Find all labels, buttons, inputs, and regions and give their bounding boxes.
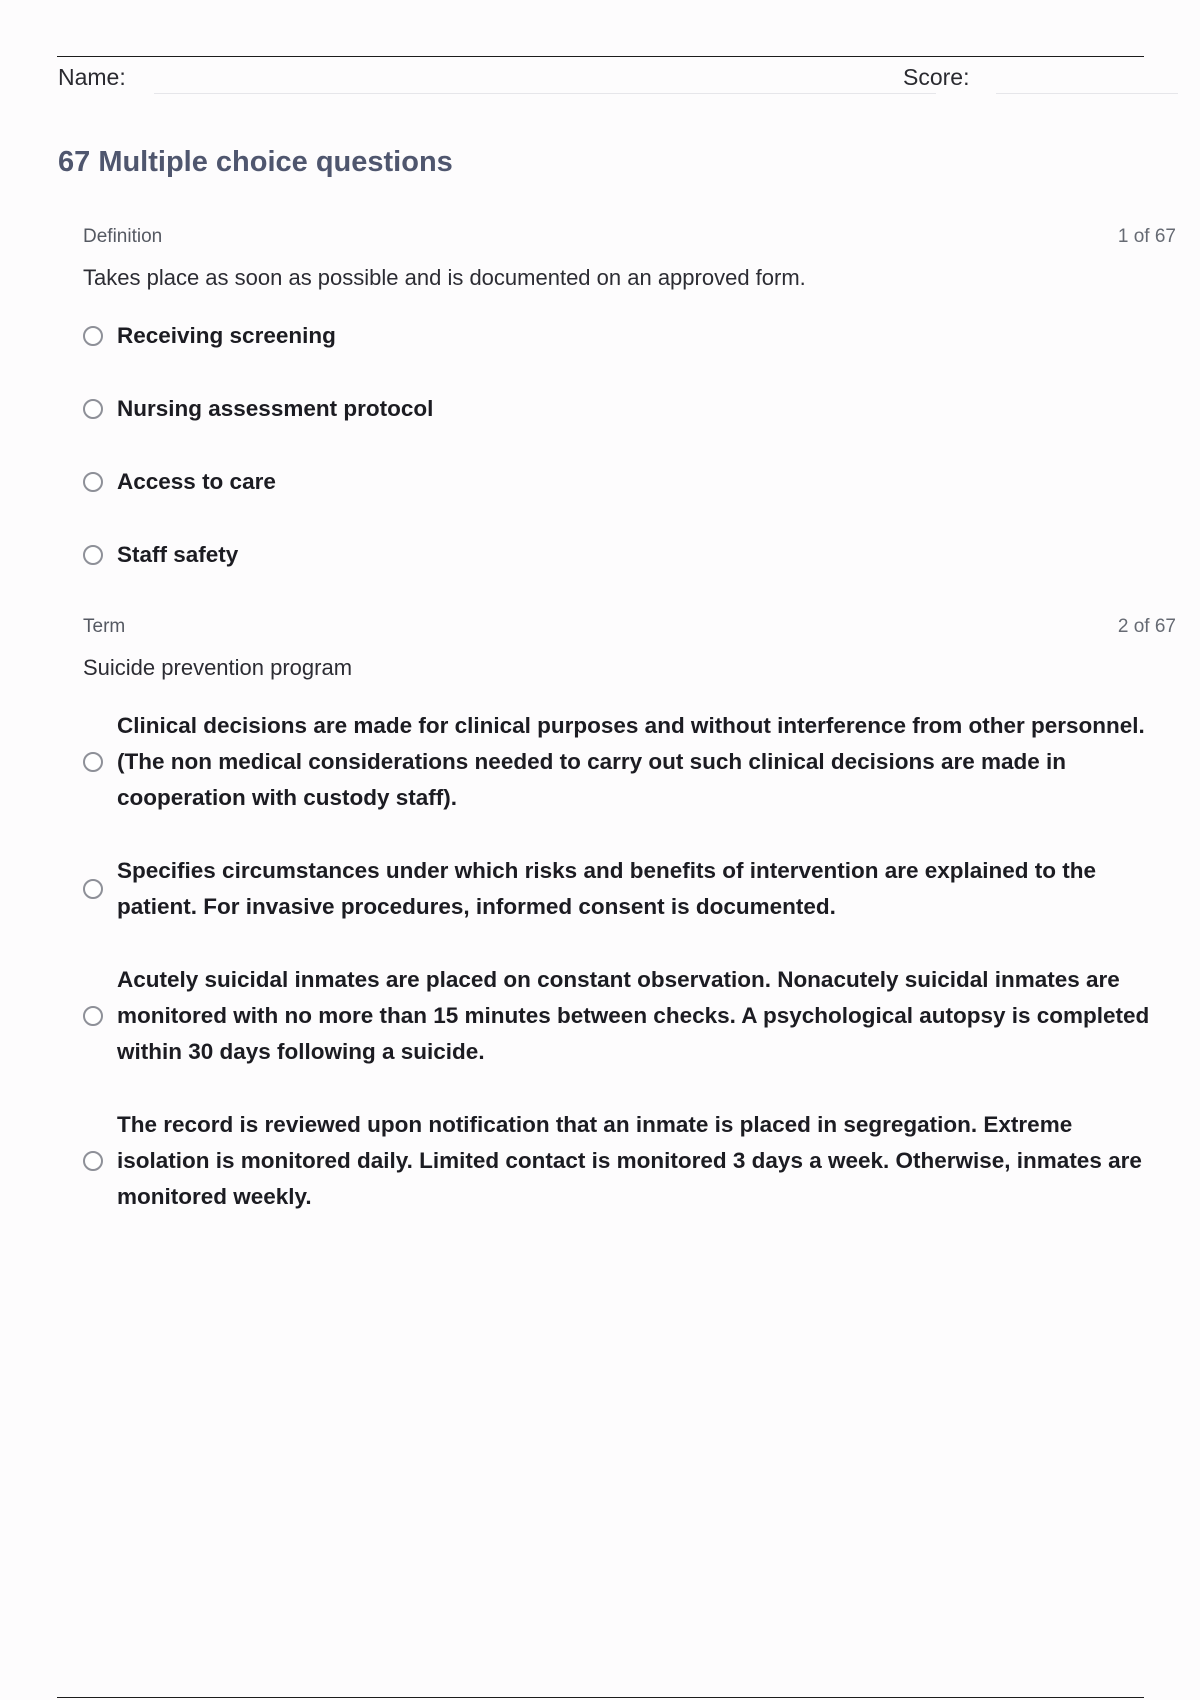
radio-button[interactable] xyxy=(83,1006,103,1026)
option-1[interactable] xyxy=(83,708,1176,816)
quiz-title: 67 Multiple choice questions xyxy=(58,146,453,178)
question-type: Definition xyxy=(83,226,163,247)
name-label: Name: xyxy=(58,64,126,90)
radio-button[interactable] xyxy=(83,472,103,492)
option-2[interactable] xyxy=(83,853,1176,925)
score-field[interactable] xyxy=(996,93,1178,94)
question-counter: 2 of 67 xyxy=(1117,616,1176,637)
bottom-rule xyxy=(57,1697,1144,1698)
option-text: The record is reviewed upon notification that an inmate is placed in segregation. Extreme isolation is monitored daily. Limited contact is monitored 3 days a week. Otherwise, inmates are monitored weekly. xyxy=(117,1112,1142,1209)
option-text: Access to care xyxy=(117,469,276,494)
radio-button[interactable] xyxy=(83,1151,103,1171)
question-prompt: Takes place as soon as possible and is documented on an approved form. xyxy=(83,265,806,290)
radio-button[interactable] xyxy=(83,399,103,419)
question-type: Term xyxy=(83,616,126,637)
option-2[interactable] xyxy=(83,391,1176,427)
option-text: Staff safety xyxy=(117,542,239,567)
question-prompt: Suicide prevention program xyxy=(83,655,353,680)
score-label: Score: xyxy=(903,64,970,90)
options-list xyxy=(83,708,1176,1215)
option-3[interactable] xyxy=(83,962,1176,1070)
option-1[interactable] xyxy=(83,318,1176,354)
radio-button[interactable] xyxy=(83,326,103,346)
option-4[interactable] xyxy=(83,1107,1176,1215)
option-text: Receiving screening xyxy=(117,323,336,348)
top-rule xyxy=(57,56,1144,57)
question-2 xyxy=(83,616,1176,1252)
header-row xyxy=(58,60,1178,96)
name-field[interactable] xyxy=(154,93,936,94)
option-text: Acutely suicidal inmates are placed on constant observation. Nonacutely suicidal inmates are monitored with no more than 15 minutes between checks. A psychological autopsy is completed within 30 days following a suicide. xyxy=(117,967,1150,1064)
question-1 xyxy=(83,226,1176,610)
radio-button[interactable] xyxy=(83,752,103,772)
question-counter: 1 of 67 xyxy=(1117,226,1176,247)
option-text: Specifies circumstances under which risks and benefits of intervention are explained to the patient. For invasive procedures, informed consent is documented. xyxy=(117,858,1097,919)
option-4[interactable] xyxy=(83,537,1176,573)
option-text: Clinical decisions are made for clinical purposes and without interference from other personnel. (The non medical considerations needed to carry out such clinical decisions are made in cooperation with custody staff). xyxy=(117,713,1145,810)
radio-button[interactable] xyxy=(83,545,103,565)
option-text: Nursing assessment protocol xyxy=(117,396,434,421)
option-3[interactable] xyxy=(83,464,1176,500)
options-list xyxy=(83,318,1176,573)
radio-button[interactable] xyxy=(83,879,103,899)
